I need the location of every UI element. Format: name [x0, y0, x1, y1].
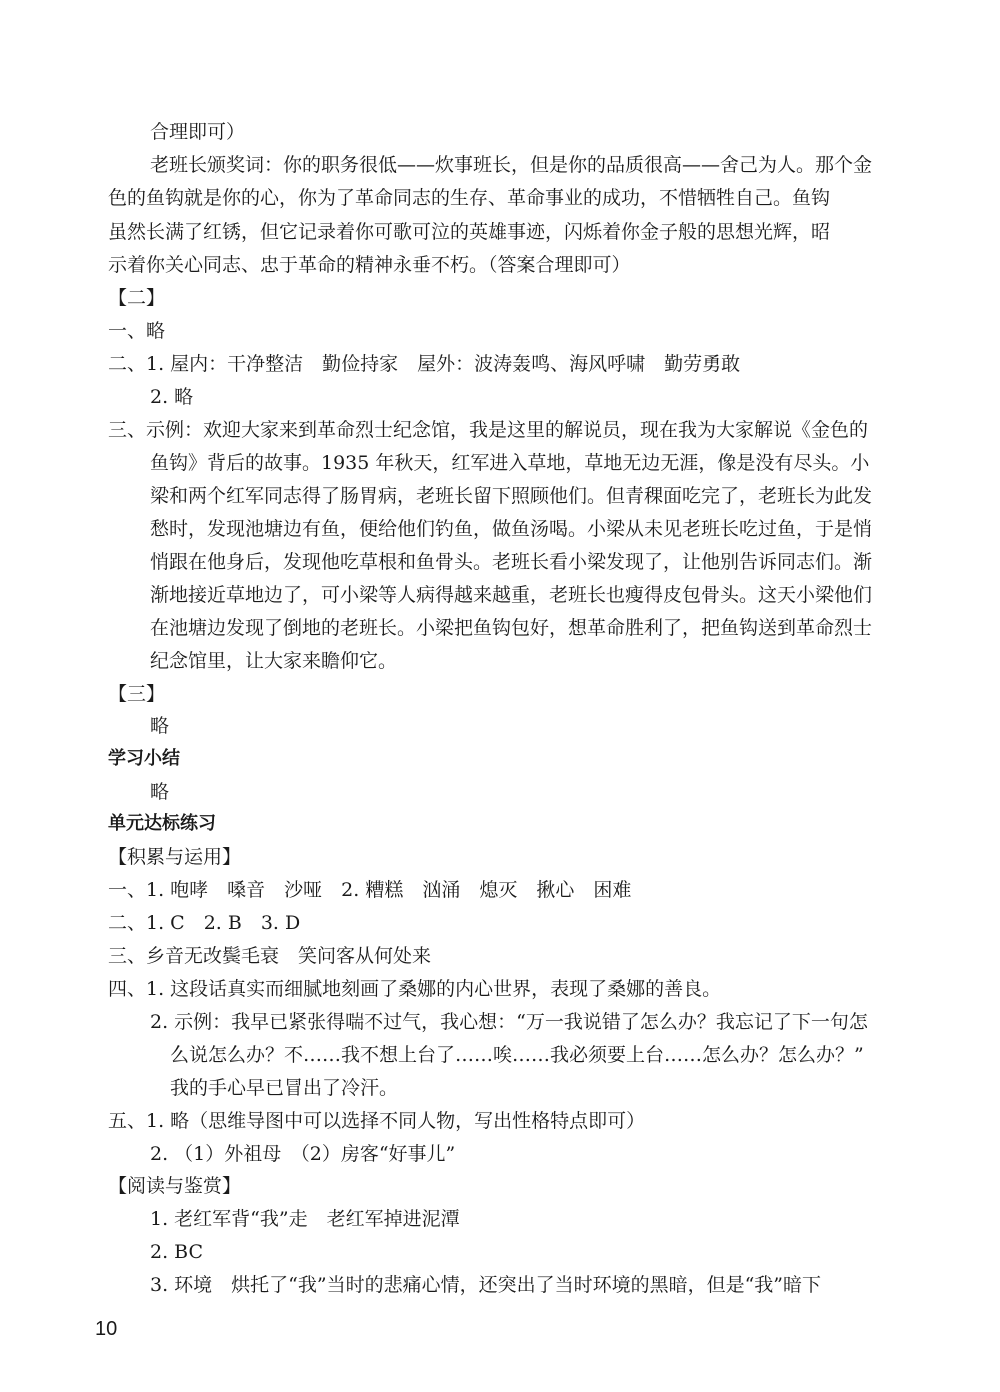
- section-heading: 学习小结: [108, 748, 180, 769]
- page-number: 10: [95, 1318, 118, 1340]
- text-line: 3. 环境 烘托了“我”当时的悲痛心情，还突出了当时环境的黑暗，但是“我”暗下: [150, 1274, 822, 1296]
- text-line: 五、1. 略（思维导图中可以选择不同人物，写出性格特点即可）: [108, 1110, 646, 1132]
- text-line: 一、1. 咆哮 嗓音 沙哑 2. 糟糕 汹涌 熄灭 揪心 困难: [108, 879, 632, 901]
- text-line: 我的手心早已冒出了冷汗。: [170, 1077, 399, 1099]
- text-line: 【阅读与鉴赏】: [108, 1175, 242, 1197]
- text-line: 【二】: [108, 287, 166, 309]
- text-line: 么说怎么办？不……我不想上台了……唉……我必须要上台……怎么办？怎么办？”: [170, 1044, 864, 1066]
- text-line: 四、1. 这段话真实而细腻地刻画了桑娜的内心世界，表现了桑娜的善良。: [108, 978, 722, 1000]
- text-line: 略: [150, 715, 170, 737]
- text-line: 【积累与运用】: [108, 846, 242, 868]
- text-line: 色的鱼钩就是你的心，你为了革命同志的生存、革命事业的成功，不惜牺牲自己。鱼钩: [108, 187, 831, 209]
- text-line: 示着你关心同志、忠于革命的精神永垂不朽。（答案合理即可）: [108, 254, 631, 276]
- text-line: 愁时，发现池塘边有鱼，便给他们钓鱼，做鱼汤喝。小梁从未见老班长吃过鱼，于是悄: [150, 518, 873, 540]
- text-line: 2. （1）外祖母 （2）房客“好事儿”: [150, 1143, 456, 1165]
- text-line: 略: [150, 781, 170, 803]
- text-line: 渐地接近草地边了，可小梁等人病得越来越重，老班长也瘦得皮包骨头。这天小梁他们: [150, 584, 873, 606]
- watermark-logo: [812, 1286, 987, 1386]
- text-line: 在池塘边发现了倒地的老班长。小梁把鱼钩包好，想革命胜利了，把鱼钩送到革命烈士: [150, 617, 873, 639]
- text-line: 2. 略: [150, 386, 194, 408]
- text-line: 合理即可）: [150, 121, 246, 143]
- text-line: 一、略: [108, 320, 166, 342]
- text-line: 三、示例：欢迎大家来到革命烈士纪念馆，我是这里的解说员，现在我为大家解说《金色的: [108, 419, 869, 441]
- text-line: 1. 老红军背“我”走 老红军掉进泥潭: [150, 1208, 460, 1230]
- section-heading: 单元达标练习: [108, 813, 216, 834]
- text-line: 鱼钩》背后的故事。1935 年秋天，红军进入草地，草地无边无涯，像是没有尽头。小: [150, 452, 870, 474]
- text-line: 二、1. C 2. B 3. D: [108, 912, 301, 934]
- text-line: 悄跟在他身后，发现他吃草根和鱼骨头。老班长看小梁发现了，让他别告诉同志们。渐: [150, 551, 873, 573]
- text-line: 梁和两个红军同志得了肠胃病，老班长留下照顾他们。但青稞面吃完了，老班长为此发: [150, 485, 873, 507]
- text-line: 纪念馆里，让大家来瞻仰它。: [150, 650, 398, 672]
- text-line: 【三】: [108, 683, 166, 705]
- text-line: 2. 示例：我早已紧张得喘不过气，我心想：“万一我说错了怎么办？我忘记了下一句怎: [150, 1011, 868, 1033]
- text-line: 老班长颁奖词：你的职务很低——炊事班长，但是你的品质很高——舍己为人。那个金: [150, 154, 873, 176]
- text-line: 二、1. 屋内：干净整洁 勤俭持家 屋外：波涛轰鸣、海风呼啸 勤劳勇敢: [108, 353, 741, 375]
- text-line: 虽然长满了红锈，但它记录着你可歌可泣的英雄事迹，闪烁着你金子般的思想光辉，昭: [108, 221, 831, 243]
- text-line: 2. BC: [150, 1241, 204, 1263]
- text-line: 三、乡音无改鬓毛衰 笑问客从何处来: [108, 945, 432, 967]
